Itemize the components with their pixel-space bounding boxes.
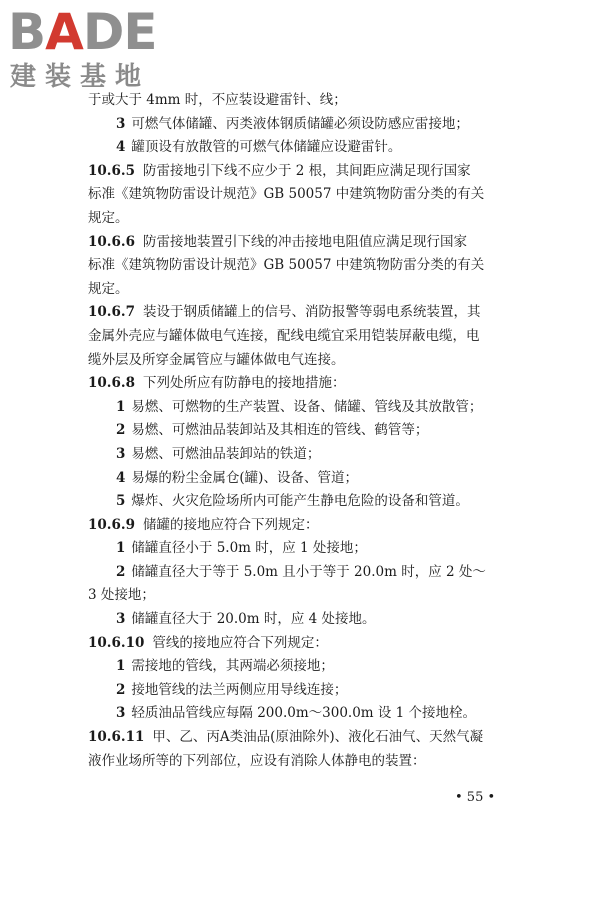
line-text: 标准《建筑物防雷设计规范》GB 50057 中建筑物防雷分类的有关: [88, 186, 485, 203]
logo-chinese-text: 建装基地: [10, 62, 151, 92]
line-text: 甲、乙、丙A类油品(原油除外)、液化石油气、天然气凝: [152, 729, 484, 746]
clause-number: 10.6.7: [88, 304, 135, 321]
text-line: [88, 679, 518, 703]
line-text: 储罐直径大于 20.0m 时，应 4 处接地。: [131, 611, 376, 628]
text-line: [88, 514, 518, 538]
line-text: 易燃、可燃物的生产装置、设备、储罐、管线及其放散管；: [131, 398, 483, 415]
line-text: 易爆的粉尘金属仓(罐)、设备、管道；: [131, 469, 358, 486]
line-text: 规定。: [88, 209, 129, 226]
line-text: 管线的接地应符合下列规定：: [152, 634, 328, 651]
page-number: • 55 •: [455, 790, 496, 805]
line-text: 金属外壳应与罐体做电气连接，配线电缆宜采用铠装屏蔽电缆，电: [88, 327, 480, 344]
text-line: [88, 702, 518, 726]
item-number: 3: [116, 115, 126, 132]
text-line: [88, 207, 518, 231]
line-text: 易燃、可燃油品装卸站的铁道；: [131, 445, 321, 462]
item-number: 1: [116, 540, 126, 557]
line-text: 储罐的接地应符合下列规定：: [142, 516, 319, 533]
text-line: [88, 301, 518, 325]
item-number: 1: [116, 658, 126, 675]
item-number: 4: [116, 139, 126, 156]
item-number: 5: [116, 493, 126, 510]
line-text: 储罐直径小于 5.0m 时，应 1 处接地；: [131, 540, 367, 557]
line-text: 下列处所应有防静电的接地措施：: [142, 375, 346, 392]
text-line: [88, 467, 518, 491]
text-line: [88, 537, 518, 561]
text-line: [88, 349, 518, 373]
logo-letter-b: B: [8, 3, 46, 61]
clause-number: 10.6.5: [88, 162, 135, 179]
logo-wordmark: [8, 4, 157, 60]
logo: [8, 4, 188, 96]
text-line: [88, 89, 518, 113]
line-text: 需接地的管线，其两端必须接地；: [131, 658, 334, 675]
text-line: [88, 160, 518, 184]
line-text: 储罐直径大于等于 5.0m 且小于等于 20.0m 时，应 2 处～: [131, 563, 486, 580]
line-text: 爆炸、火灾危险场所内可能产生静电危险的设备和管道。: [131, 493, 469, 510]
clause-number: 10.6.6: [88, 233, 135, 250]
line-text: 标准《建筑物防雷设计规范》GB 50057 中建筑物防雷分类的有关: [88, 257, 485, 274]
line-text: 3 处接地；: [88, 587, 155, 604]
text-line: [88, 419, 518, 443]
text-line: [88, 372, 518, 396]
line-text: 液作业场所等的下列部位，应设有消除人体静电的装置：: [88, 752, 426, 769]
line-text: 缆外层及所穿金属管应与罐体做电气连接。: [88, 351, 345, 368]
text-line: [88, 278, 518, 302]
line-text: 于或大于 4mm 时，不应装设避雷针、线；: [88, 92, 347, 108]
text-line: [88, 750, 518, 774]
item-number: 3: [116, 445, 126, 462]
item-number: 3: [116, 705, 126, 722]
line-text: 罐顶设有放散管的可燃气体储罐应设避雷针。: [131, 139, 402, 156]
item-number: 2: [116, 681, 126, 698]
clause-number: 10.6.11: [88, 729, 145, 746]
clause-number: 10.6.8: [88, 375, 135, 392]
text-line: [88, 231, 518, 255]
clause-number: 10.6.9: [88, 516, 135, 533]
text-line: [88, 608, 518, 632]
text-line: [88, 632, 518, 656]
text-line: [88, 490, 518, 514]
text-line: [88, 183, 518, 207]
line-text: 防雷接地引下线不应少于 2 根，其间距应满足现行国家: [142, 162, 471, 179]
item-number: 4: [116, 469, 126, 486]
document-body: [88, 89, 518, 773]
line-text: 可燃气体储罐、丙类液体钢质储罐必须设防感应雷接地；: [131, 115, 469, 132]
text-line: [88, 136, 518, 160]
item-number: 2: [116, 563, 126, 580]
line-text: 接地管线的法兰两侧应用导线连接；: [131, 681, 348, 698]
item-number: 2: [116, 422, 126, 439]
line-text: 轻质油品管线应每隔 200.0m～300.0m 设 1 个接地栓。: [131, 705, 477, 722]
item-number: 1: [116, 398, 126, 415]
text-line: [88, 726, 518, 750]
text-line: [88, 443, 518, 467]
logo-letters-de: DE: [82, 3, 157, 61]
clause-number: 10.6.10: [88, 634, 145, 651]
line-text: 防雷接地装置引下线的冲击接地电阻值应满足现行国家: [142, 233, 467, 250]
text-line: [88, 655, 518, 679]
text-line: [88, 325, 518, 349]
line-text: 规定。: [88, 280, 129, 297]
text-line: [88, 254, 518, 278]
text-line: [88, 396, 518, 420]
text-line: [88, 113, 518, 137]
text-line: [88, 584, 518, 608]
line-text: 装设于钢质储罐上的信号、消防报警等弱电系统装置，其: [142, 304, 481, 321]
line-text: 易燃、可燃油品装卸站及其相连的管线、鹤管等；: [131, 422, 429, 439]
item-number: 3: [116, 611, 126, 628]
logo-letter-a: A: [45, 3, 83, 61]
text-line: [88, 561, 518, 585]
